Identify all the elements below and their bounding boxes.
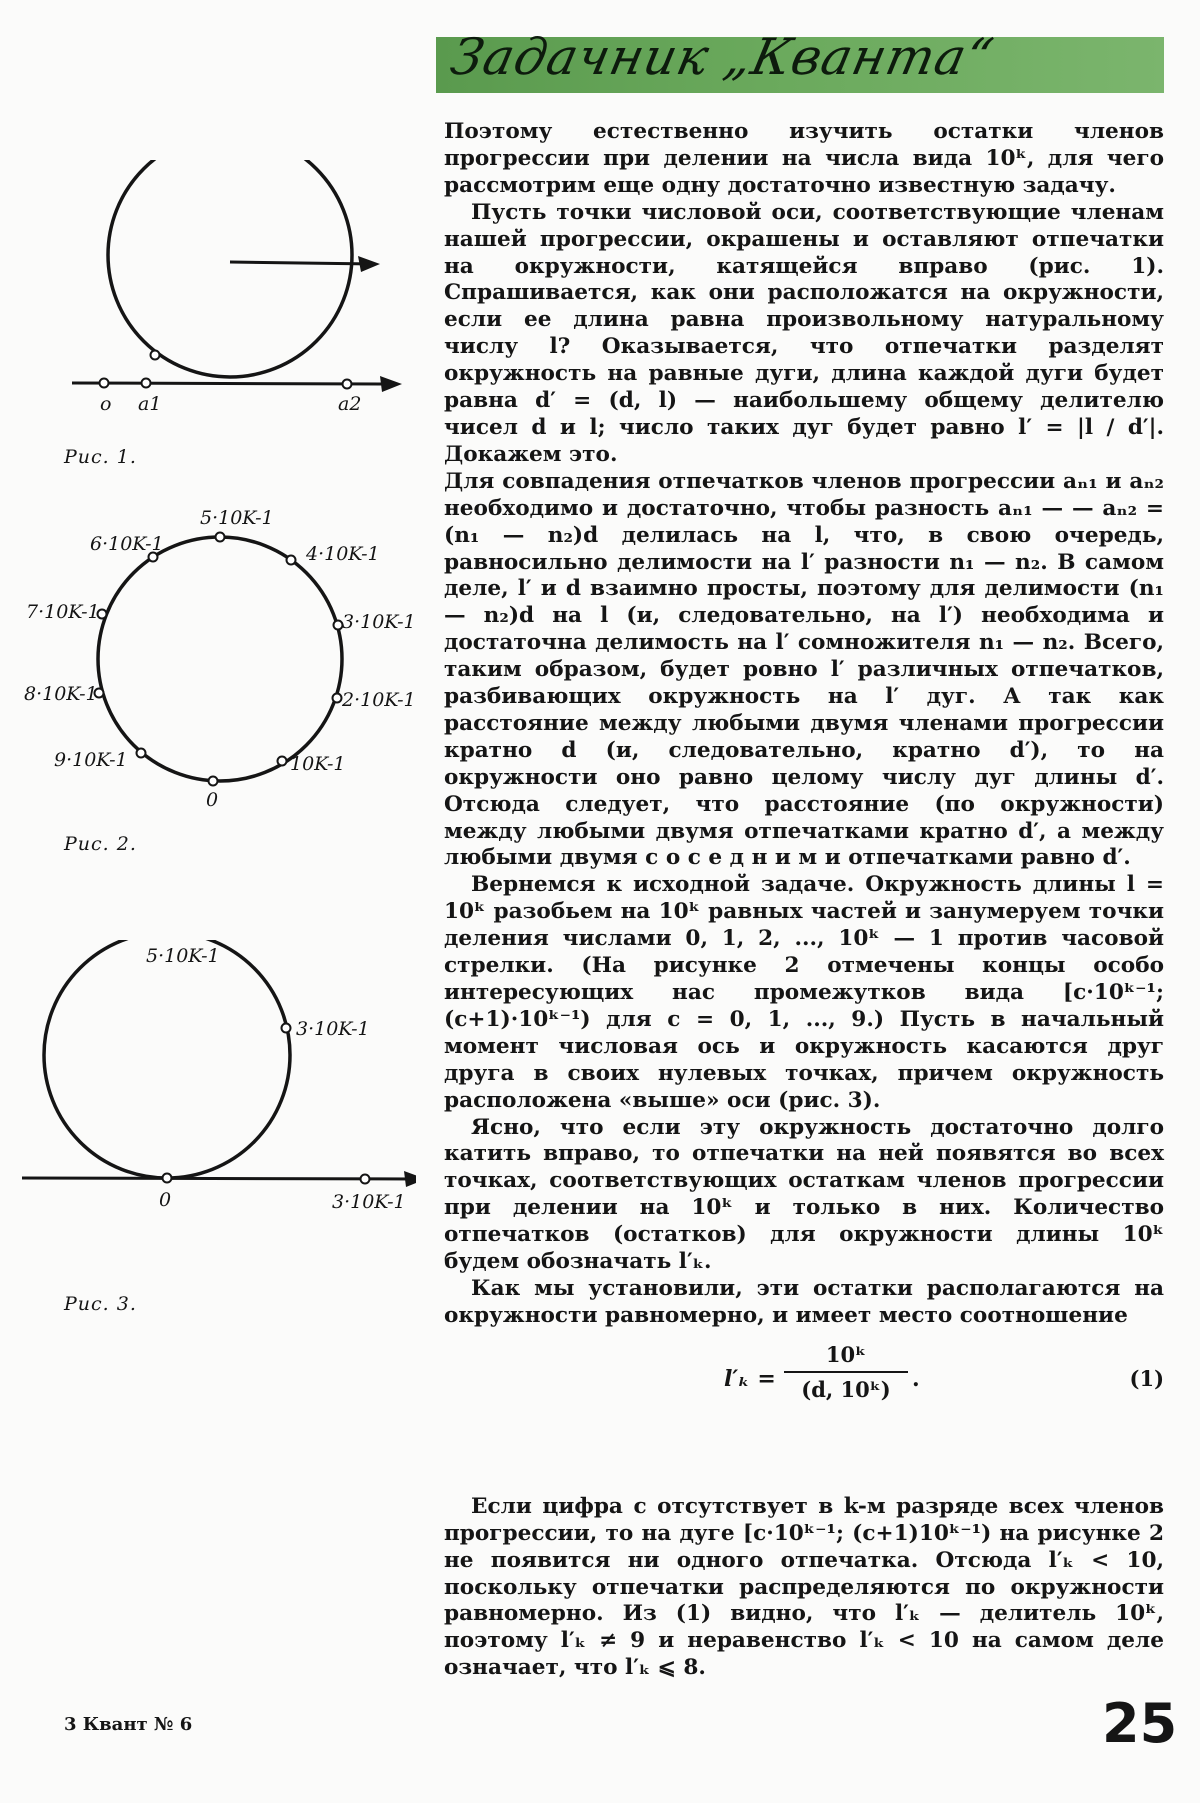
fig3-circle: [44, 940, 290, 1178]
formula-lhs: l′ₖ =: [724, 1365, 776, 1392]
section-title: Задачник „Кванта“: [445, 28, 999, 86]
fig1-axis-arrow: [380, 376, 402, 392]
spacer: [444, 1434, 1164, 1494]
fig3-label-top: 5·10K-1: [146, 945, 220, 967]
fig2-circle: [98, 537, 342, 781]
paragraph-5: Ясно, что если эту окружность достаточно долго катить вправо, то отпечатки на ней появятся во всех точках, соответствующих остаткам членов прогрессии при делении на 10ᵏ и только в них. Количество отпечатков (остатков) для окружности длины 10ᵏ будем обозначать l′ₖ.: [444, 1114, 1164, 1275]
paragraph-2: Пусть точки числовой оси, соответствующие членам нашей прогрессии, окрашены и оставляют отпечатки на окружности, катящейся вправо (рис. 1). Спрашивается, как они расположатся на окружности, если ее длина равна произвольному натуральному числу l? Оказывается, что отпечатки разделят окружность на равные дуги, длина каждой дуги будет равна d′ = (d, l) — наибольшему общему делителю чисел d и l; число таких дуг будет равно l′ = |l / d′|. Докажем это.: [444, 199, 1164, 467]
fig3-label-axis: 3·10K-1: [332, 1191, 406, 1213]
fig2-caption: Рис. 2.: [64, 833, 137, 855]
fig3-axis-arrow: [404, 1171, 416, 1187]
figure-2: [20, 500, 420, 810]
fig1-circle: [108, 160, 352, 377]
fig2-label-5: 5·10K-1: [200, 507, 274, 529]
fig1-arrow-head: [358, 256, 380, 272]
formula-denominator: (d, 10ᵏ): [801, 1376, 891, 1402]
formula-dot: .: [912, 1365, 920, 1392]
fig2-point-5: [216, 533, 225, 542]
fig1-label-o: o: [100, 393, 112, 415]
fig2-label-7: 7·10K-1: [26, 601, 100, 623]
paragraph-4: Вернемся к исходной задаче. Окружность длины l = 10ᵏ разобьем на 10ᵏ равных частей и занумеруем точки деления числами 0, 1, 2, ..., 10ᵏ — 1 против часовой стрелки. (На рисунке 2 отмечены концы особо интересующих нас промежутков вида [c·10ᵏ⁻¹; (c+1)·10ᵏ⁻¹) для c = 0, 1, ..., 9.) Пусть в начальный момент числовая ось и окружность касаются друг друга в своих нулевых точках, причем окружность расположена «выше» оси (рис. 3).: [444, 872, 1164, 1113]
fig3-point-axis: [361, 1175, 370, 1184]
paragraph-6: Как мы установили, эти остатки располагаются на окружности равномерно, и имеет место соотношение: [444, 1275, 1164, 1328]
fig1-radius-arrow-line: [230, 262, 375, 264]
paragraph-7: Если цифра c отсутствует в k-м разряде всех членов прогрессии, то на дуге [c·10ᵏ⁻¹; (c+1)10ᵏ⁻¹) на рисунке 2 не появится ни одного отпечатка. Отсюда l′ₖ < 10, поскольку отпечатки распределяются по окружности равномерно. Из (1) видно, что l′ₖ — делитель 10ᵏ, поэтому l′ₖ ≠ 9 и неравенство l′ₖ < 10 на самом деле означает, что l′ₖ ⩽ 8.: [444, 1493, 1164, 1681]
fig2-point-4: [287, 556, 296, 565]
paragraph-3: Для совпадения отпечатков членов прогрессии aₙ₁ и aₙ₂ необходимо и достаточно, чтобы разность aₙ₁ — — aₙ₂ = (n₁ — n₂)d делилась на l, что, в свою очередь, равносильно делимости на l′ разности n₁ — n₂. В самом деле, l′ и d взаимно просты, поэтому для делимости (n₁ — n₂)d на l (и, следовательно, на l′) необходима и достаточна делимость на l′ сомножителя n₁ — n₂. Всего, таким образом, будет ровно l′ различных отпечатков, разбивающих окружность на l′ дуг. А так как расстояние между любыми двумя членами прогрессии кратно d (и, следовательно, кратно d′), то на окружности оно равно целому числу дуг длины d′. Отсюда следует, что расстояние (по окружности) между любыми двумя отпечатками кратно d′, а между любыми двумя с о с е д н и м и отпечатками равно d′.: [444, 468, 1164, 871]
fig2-label-8: 8·10K-1: [24, 683, 98, 705]
fig3-number-axis: [22, 1178, 416, 1179]
fig3-point-right: [282, 1024, 291, 1033]
fig1-point-a1: [142, 379, 151, 388]
fig1-caption: Рис. 1.: [64, 446, 137, 468]
fig1-point-o: [100, 379, 109, 388]
fig3-label-right: 3·10K-1: [296, 1018, 370, 1040]
fig2-point-2: [333, 694, 342, 703]
figure-3: [16, 940, 416, 1260]
fig2-point-0: [209, 777, 218, 786]
formula-fraction: [784, 1342, 908, 1402]
fig1-label-a1: a1: [138, 393, 162, 415]
figure-1: [60, 160, 410, 420]
fig2-label-3: 3·10K-1: [342, 611, 416, 633]
fig2-label-0: 0: [206, 789, 219, 810]
formula-number: (1): [1129, 1365, 1164, 1391]
fig2-label-1: 10K-1: [290, 753, 346, 775]
formula-1: [444, 1330, 1164, 1434]
formula-numerator: 10ᵏ: [784, 1342, 908, 1373]
paragraph-1: Поэтому естественно изучить остатки членов прогрессии при делении на числа вида 10ᵏ, для чего рассмотрим еще одну достаточно известную задачу.: [444, 119, 1164, 198]
fig1-point-a2: [343, 380, 352, 389]
fig2-label-9: 9·10K-1: [54, 749, 128, 771]
fig2-label-2: 2·10K-1: [342, 689, 416, 711]
fig3-point-zero: [163, 1174, 172, 1183]
page-number: 25: [1102, 1692, 1178, 1755]
fig3-label-zero: 0: [159, 1189, 172, 1211]
fig2-label-6: 6·10K-1: [90, 533, 164, 555]
article-text: [444, 119, 1164, 1682]
fig2-point-9: [137, 749, 146, 758]
fig1-point-on-circle: [151, 351, 160, 360]
fig1-label-a2: a2: [338, 393, 362, 415]
footer-issue: 3 Квант № 6: [64, 1714, 193, 1735]
fig2-point-1: [278, 757, 287, 766]
fig3-caption: Рис. 3.: [64, 1293, 137, 1315]
fig2-label-4: 4·10K-1: [306, 543, 380, 565]
